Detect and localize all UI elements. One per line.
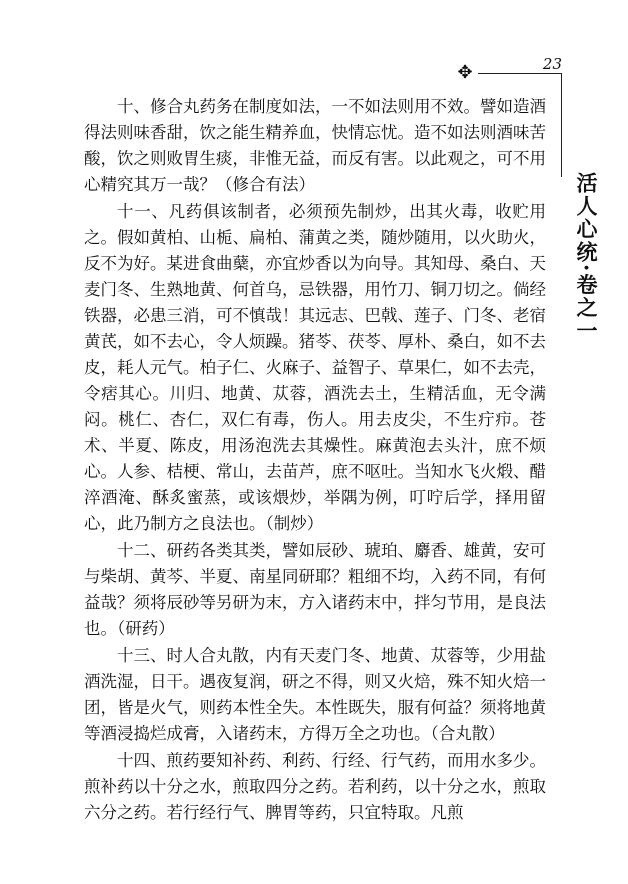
paragraph-13: 十三、时人合丸散，内有天麦门冬、地黄、苁蓉等，少用盐酒洗湿，日干。遇夜复润，研之不得，则又火焙，殊不知火焙一团，皆是火气，则药本性全失。本性既失，服有何益？须将地黄等酒浸捣烂成膏，入诸药末，方得万全之功也。（合丸散） (84, 646, 546, 743)
page-number: 23 (542, 55, 562, 73)
side-rule (561, 73, 562, 177)
header-rule (478, 73, 562, 74)
paragraph-14: 十四、煎药要知补药、利药、行经、行气药，而用水多少。煎补药以十分之水，煎取四分之药。若利药，以十分之水，煎取六分之药。若行经行气、脾胃等药，只宜特取。凡煎 (84, 751, 546, 822)
paragraph-12: 十二、研药各类其类，譬如辰砂、琥珀、麝香、雄黄，安可与柴胡、黄芩、半夏、南星同研耶？粗细不均，入药不同，有何益哉？须将辰砂等另研为末，方入诸药末中，拌匀节用，是良法也。（研药） (84, 541, 546, 638)
page-body (84, 94, 546, 826)
running-title: 活人心统·卷之一 (574, 172, 599, 343)
paragraph-11: 十一、凡药俱该制者，必须预先制炒，出其火毒，收贮用之。假如黄柏、山栀、扁柏、蒲黄之类，随炒随用，以火助火，反不为好。某进食曲蘖，亦宜炒香以为向导。其知母、桑白、天麦门冬、生熟地黄、何首乌，忌铁器，用竹刀、铜刀切之。倘经铁器，必患三消，可不慎哉！其远志、巴戟、莲子、门冬、老宿黄芪，如不去心，令人烦躁。猪苓、茯苓、厚朴、桑白，如不去皮，耗人元气。柏子仁、火麻子、益智子、草果仁，如不去壳，令痞其心。川归、地黄、苁蓉，酒洗去土，生精活血，无令满闷。桃仁、杏仁，双仁有毒，伤人。用去皮尖，不生疔疖。苍术、半夏、陈皮，用汤泡洗去其燥性。麻黄泡去头汁，庶不烦心。人参、桔梗、常山，去苗芦，庶不呕吐。当知水飞火煅、醋淬酒淹、酥炙蜜蒸，或该煨炒，举隅为例，叮咛后学，择用留心，此乃制方之良法也。（制炒） (84, 202, 546, 533)
header-ornament-icon: ✥ (457, 62, 473, 83)
paragraph-10: 十、修合丸药务在制度如法，一不如法则用不效。譬如造酒得法则味香甜，饮之能生精养血，快情忘忧。造不如法则酒味苦酸，饮之则败胃生痰，非惟无益，而反有害。以此观之，可不用心精究其万一哉？（修合有法） (84, 97, 546, 194)
